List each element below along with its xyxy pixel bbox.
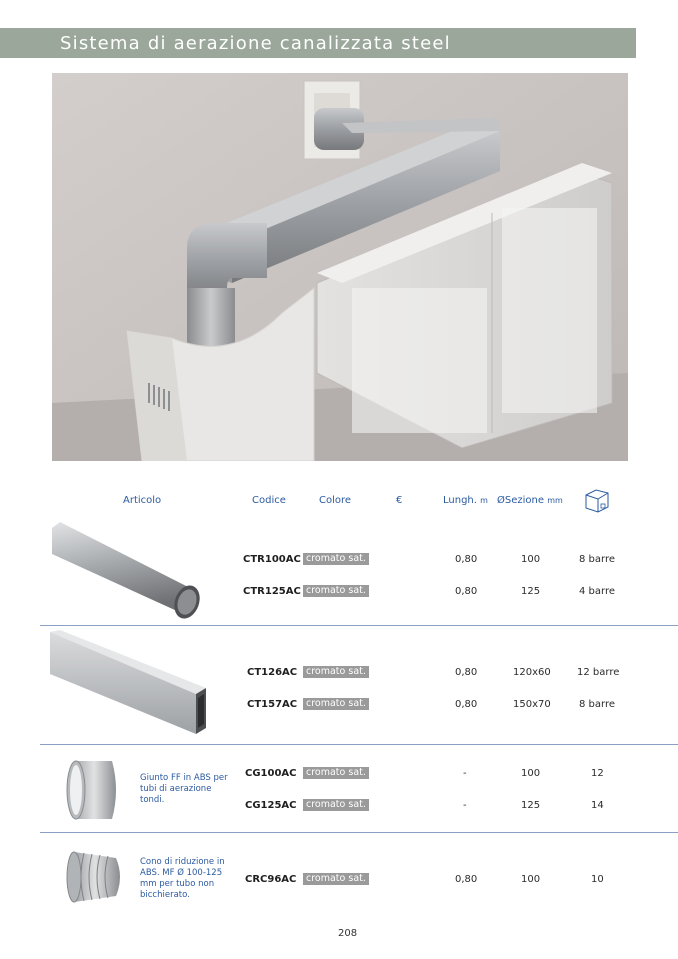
color-badge: cromato sat. xyxy=(303,799,369,811)
row-length: 0,80 xyxy=(455,667,478,678)
col-codice: Codice xyxy=(252,495,286,506)
color-badge: cromato sat. xyxy=(303,767,369,779)
col-sezione-unit: mm xyxy=(547,496,563,505)
color-badge: cromato sat. xyxy=(303,666,369,678)
row-code: CT126AC xyxy=(247,667,298,678)
row-pack: 12 barre xyxy=(577,667,620,678)
row-section: 150x70 xyxy=(513,699,551,710)
row-section: 125 xyxy=(521,800,541,811)
row-section: 100 xyxy=(521,554,541,565)
package-icon xyxy=(583,488,611,514)
joint-ring-image xyxy=(64,757,122,823)
row-code: CTR100AC xyxy=(243,554,301,565)
product-description: Giunto FF in ABS per tubi di aerazione tondi. xyxy=(140,773,228,805)
row-length: - xyxy=(463,800,467,811)
row-length: 0,80 xyxy=(455,699,478,710)
row-section: 120x60 xyxy=(513,667,551,678)
row-pack: 12 xyxy=(591,768,604,779)
row-separator xyxy=(40,625,678,626)
col-lunghezza xyxy=(443,495,488,506)
round-pipe-image xyxy=(50,520,200,622)
col-sezione-label: ØSezione xyxy=(497,495,545,506)
col-prezzo: € xyxy=(396,495,403,506)
row-code: CT157AC xyxy=(247,699,298,710)
row-separator xyxy=(40,744,678,745)
row-section: 100 xyxy=(521,874,541,885)
row-pack: 10 xyxy=(591,874,604,885)
duct-system-illustration xyxy=(52,73,628,461)
page-title: Sistema di aerazione canalizzata steel xyxy=(60,33,451,54)
color-badge: cromato sat. xyxy=(303,698,369,710)
color-badge: cromato sat. xyxy=(303,585,369,597)
row-length: 0,80 xyxy=(455,586,478,597)
row-pack: 8 barre xyxy=(579,699,615,710)
row-code: CTR125AC xyxy=(243,586,301,597)
rectangular-duct-image xyxy=(46,630,206,740)
row-section: 125 xyxy=(521,586,541,597)
col-articolo: Articolo xyxy=(123,495,162,506)
color-badge: cromato sat. xyxy=(303,873,369,885)
row-pack: 14 xyxy=(591,800,604,811)
reduction-cone-image xyxy=(64,846,126,908)
col-sezione xyxy=(497,495,563,506)
row-separator xyxy=(40,832,678,833)
row-code: CRC96AC xyxy=(245,874,297,885)
row-pack: 4 barre xyxy=(579,586,615,597)
row-code: CG125AC xyxy=(245,800,297,811)
product-description: Cono di riduzione in ABS. MF Ø 100-125 mm per tubo non bicchierato. xyxy=(140,857,225,900)
row-code: CG100AC xyxy=(245,768,297,779)
row-length: - xyxy=(463,768,467,779)
row-pack: 8 barre xyxy=(579,554,615,565)
row-length: 0,80 xyxy=(455,874,478,885)
col-lunghezza-label: Lungh. xyxy=(443,495,477,506)
page-number: 208 xyxy=(338,928,358,939)
row-section: 100 xyxy=(521,768,541,779)
hero-image xyxy=(52,73,628,461)
color-badge: cromato sat. xyxy=(303,553,369,565)
row-length: 0,80 xyxy=(455,554,478,565)
col-colore: Colore xyxy=(319,495,352,506)
col-lunghezza-unit: m xyxy=(480,496,488,505)
